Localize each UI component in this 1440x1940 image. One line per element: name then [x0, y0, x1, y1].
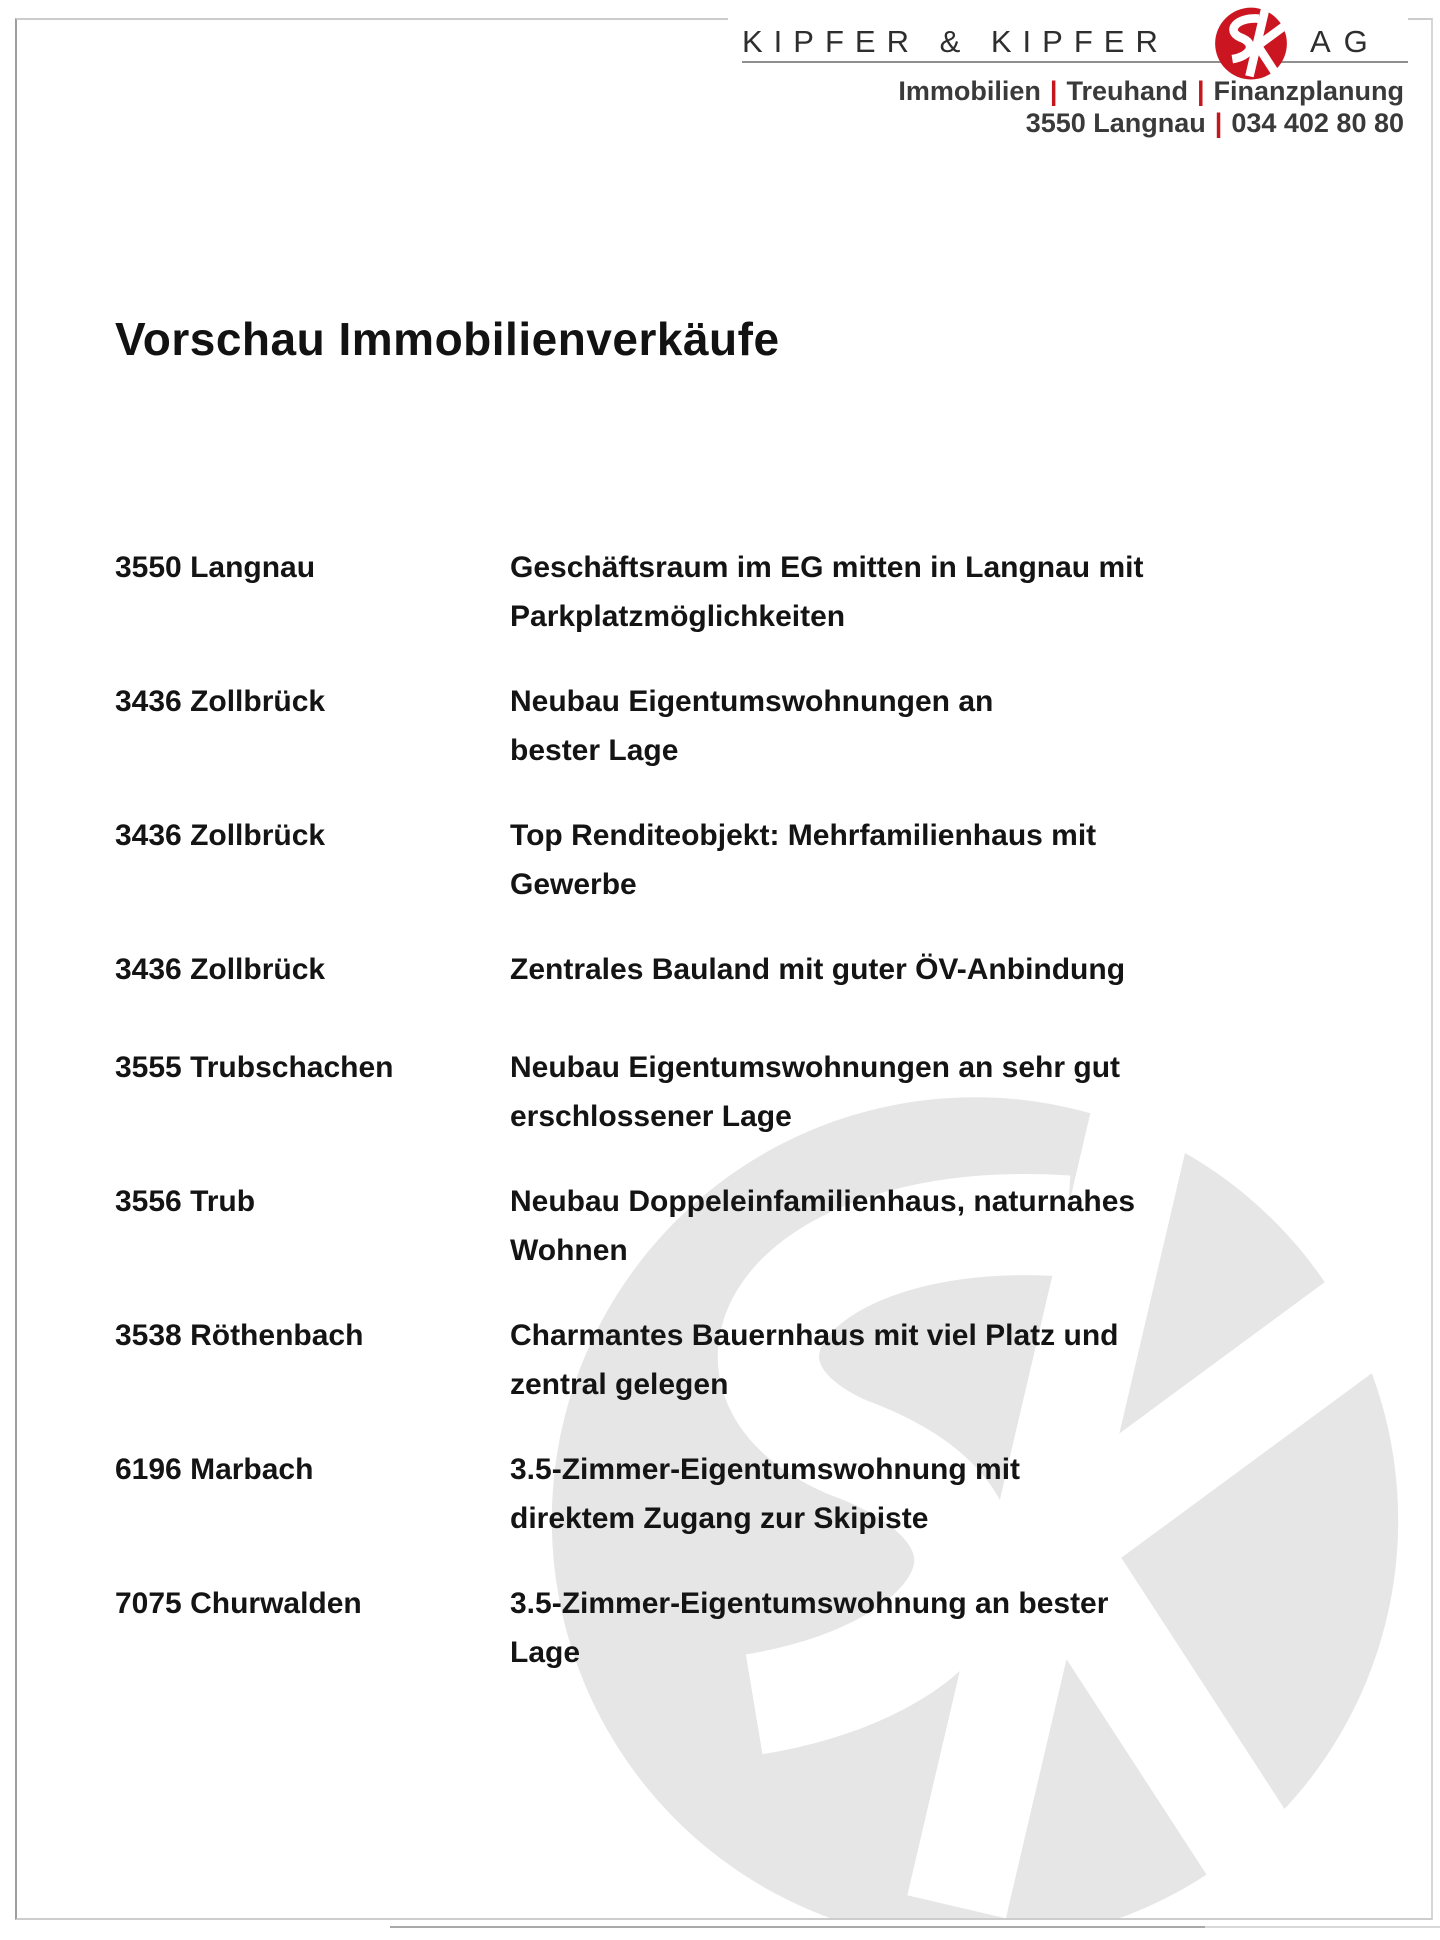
listing-description	[510, 811, 1215, 909]
brand-address	[1026, 108, 1404, 139]
listing-description-line: direktem Zugang zur Skipiste	[510, 1502, 929, 1535]
listing-row	[115, 677, 1215, 775]
listing-description-line: Geschäftsraum im EG mitten in Langnau mit	[510, 551, 1144, 584]
brand-tagline	[898, 76, 1404, 107]
listing-location: 7075 Churwalden	[115, 1587, 362, 1620]
listing-location: 6196 Marbach	[115, 1453, 314, 1486]
listing-description	[510, 1311, 1215, 1409]
listing-row	[115, 1445, 1215, 1543]
listing-description-line: Wohnen	[510, 1234, 628, 1267]
listing-location: 3436 Zollbrück	[115, 685, 326, 718]
listing-description	[510, 1177, 1215, 1275]
address-phone: 034 402 80 80	[1231, 108, 1404, 138]
listing-description	[510, 677, 1215, 775]
letterhead	[728, 0, 1408, 142]
document-page	[15, 18, 1433, 1920]
listing-description	[510, 543, 1215, 641]
listing-location: 3436 Zollbrück	[115, 953, 326, 986]
listing-location: 3556 Trub	[115, 1185, 256, 1218]
listing-description	[510, 945, 1215, 994]
listings	[115, 543, 1215, 1713]
listing-row	[115, 1043, 1215, 1141]
listing-row	[115, 945, 1215, 994]
listing-description-line: Lage	[510, 1636, 581, 1669]
brand-underline	[742, 61, 1408, 63]
listing-description-line: Zentrales Bauland mit guter ÖV-Anbindung	[510, 953, 1126, 986]
listing-description-line: Gewerbe	[510, 868, 637, 901]
tagline-immobilien: Immobilien	[898, 76, 1041, 106]
company-name: KIPFER & KIPFER	[742, 24, 1169, 59]
listing-description	[510, 1445, 1215, 1543]
next-page-edge	[390, 1926, 1205, 1928]
listing-description-line: 3.5-Zimmer-Eigentumswohnung an bester	[510, 1587, 1109, 1620]
listing-row	[115, 1579, 1215, 1677]
listing-description-line: Neubau Doppeleinfamilienhaus, naturnahes	[510, 1185, 1136, 1218]
tagline-treuhand: Treuhand	[1066, 76, 1188, 106]
listing-description-line: Parkplatzmöglichkeiten	[510, 600, 846, 633]
page-title: Vorschau Immobilienverkäufe	[115, 313, 780, 365]
tagline-separator: |	[1196, 76, 1205, 106]
tagline-separator: |	[1049, 76, 1058, 106]
listing-row	[115, 1177, 1215, 1275]
listing-location: 3436 Zollbrück	[115, 819, 326, 852]
tagline-finanzplanung: Finanzplanung	[1213, 76, 1404, 106]
listing-description-line: Top Renditeobjekt: Mehrfamilienhaus mit	[510, 819, 1097, 852]
listing-description	[510, 1579, 1215, 1677]
listing-row	[115, 1311, 1215, 1409]
listing-description-line: Neubau Eigentumswohnungen an	[510, 685, 994, 718]
company-suffix: AG	[1310, 24, 1381, 59]
listing-description-line: erschlossener Lage	[510, 1100, 792, 1133]
listing-description-line: zentral gelegen	[510, 1368, 729, 1401]
listing-location: 3538 Röthenbach	[115, 1319, 364, 1352]
listing-description-line: bester Lage	[510, 734, 679, 767]
next-page-edge-light	[1205, 1926, 1440, 1928]
address-separator: |	[1214, 108, 1223, 138]
listing-description	[510, 1043, 1215, 1141]
company-logo-icon	[1212, 3, 1290, 81]
listing-row	[115, 543, 1215, 641]
listing-description-line: Charmantes Bauernhaus mit viel Platz und	[510, 1319, 1119, 1352]
address-city: 3550 Langnau	[1025, 108, 1206, 138]
listing-location: 3555 Trubschachen	[115, 1051, 394, 1084]
listing-row	[115, 811, 1215, 909]
listing-description-line: Neubau Eigentumswohnungen an sehr gut	[510, 1051, 1121, 1084]
listing-location: 3550 Langnau	[115, 551, 316, 584]
listing-description-line: 3.5-Zimmer-Eigentumswohnung mit	[510, 1453, 1021, 1486]
